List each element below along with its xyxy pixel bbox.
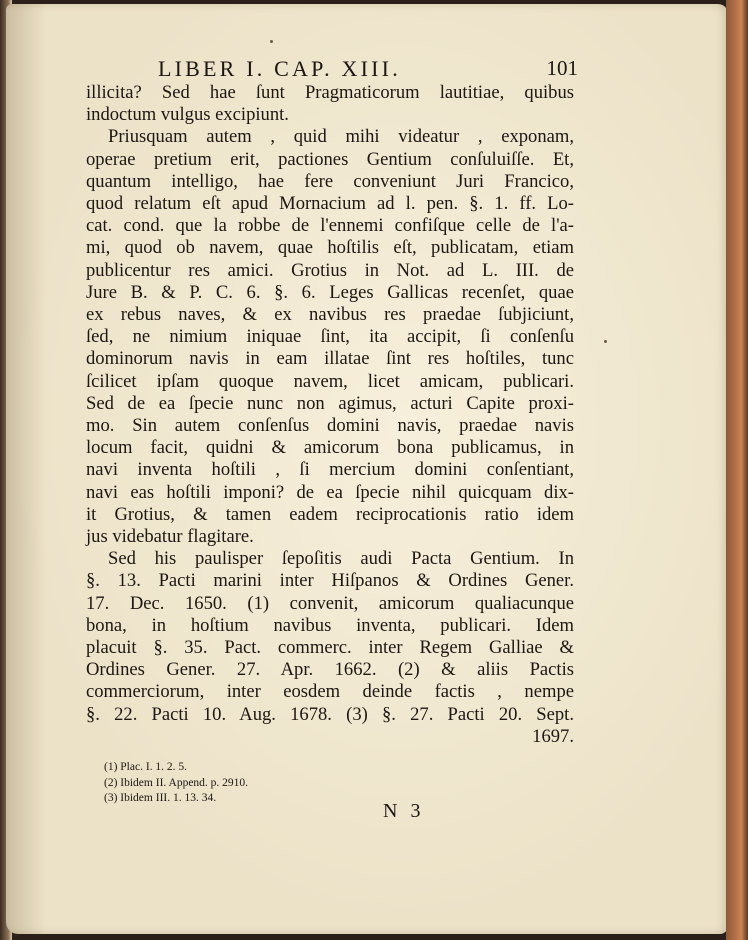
text-line: navi eas hoſtili imponi? de ea ſpecie nihil quicquam dix- [86,481,574,503]
text-line: placuit §. 35. Pact. commerc. inter Regem Galliae & [86,637,574,659]
text-line: Ordines Gener. 27. Apr. 1662. (2) & aliis Pactis [86,659,574,681]
text-line: illicita? Sed hae ſunt Pragmaticorum lautitiae, quibus [86,82,574,103]
text-line: quod relatum eſt apud Mornacium ad l. pen. §. 1. ff. Lo- [86,193,574,215]
text-line: ſcilicet ipſam quoque navem, licet amicam, publicari. [86,370,574,392]
text-line: navi inventa hoſtili , ſi mercium domini conſentiant, [86,459,574,481]
text-line: publicentur res amici. Grotius in Not. ad L. III. de [86,259,574,281]
paper-speck [604,340,607,343]
text-line: 17. Dec. 1650. (1) convenit, amicorum qualiacunque [86,592,574,614]
body-text [86,82,574,748]
text-line: it Grotius, & tamen eadem reciprocationis ratio idem [86,503,574,525]
text-line: Sed de ea ſpecie nunc non agimus, acturi Capite proxi- [86,392,574,414]
text-line: indoctum vulgus excipiunt. [86,104,289,126]
footnote: (1) Plac. I. 1. 2. 5. [104,761,188,773]
text-line: quantum intelligo, hae fere conveniunt Juri Francico, [86,170,574,192]
page-number: 101 [546,56,578,80]
signature-mark: N 3 [383,800,425,822]
page-edge [726,0,748,940]
text-line: dominorum navis in eam illatae ſint res hoſtiles, tunc [86,348,574,370]
text-line: mo. Sin autem conſenſus domini navis, praedae navis [86,415,574,437]
text-line: ex rebus naves, & ex navibus res praedae ſubjiciunt, [86,304,574,326]
text-line: cat. cond. que la robbe de l'ennemi confiſque celle de l'a- [86,215,574,237]
text-line: operae pretium erit, pactiones Gentium conſuluiſſe. Et, [86,148,574,170]
text-line: commerciorum, inter eosdem deinde factis , nempe [86,681,574,703]
footnote: (2) Ibidem II. Append. p. 2910. [104,776,249,789]
text-line: locum facit, quidni & amicorum bona publicamus, in [86,437,574,459]
text-line: mi, quod ob navem, quae hoſtilis eſt, publicatam, etiam [86,237,574,259]
text-line: §. 22. Pacti 10. Aug. 1678. (3) §. 27. Pacti 20. Sept. [86,703,574,725]
text-line: §. 13. Pacti marini inter Hiſpanos & Ordines Gener. [86,570,574,592]
paper-speck [270,40,273,43]
running-head [158,56,578,84]
text-line: Sed his paulisper ſepoſitis audi Pacta Gentium. In [108,548,574,570]
text-line: 1697. [532,725,574,747]
text-line: Jure B. & P. C. 6. §. 6. Leges Gallicas recenſet, quae [86,281,574,303]
text-line: bona, in hoſtium navibus inventa, publicari. Idem [86,614,574,636]
text-line: Priusquam autem , quid mihi videatur , exponam, [108,126,574,148]
footnotes [104,760,404,807]
running-title: LIBER I. CAP. XIII. [158,56,401,81]
footnote: (3) Ibidem III. 1. 13. 34. [104,792,217,804]
text-line: jus videbatur flagitare. [86,526,254,548]
text-line: ſed, ne nimium iniquae ſint, ita accipit, ſi conſenſu [86,326,574,348]
